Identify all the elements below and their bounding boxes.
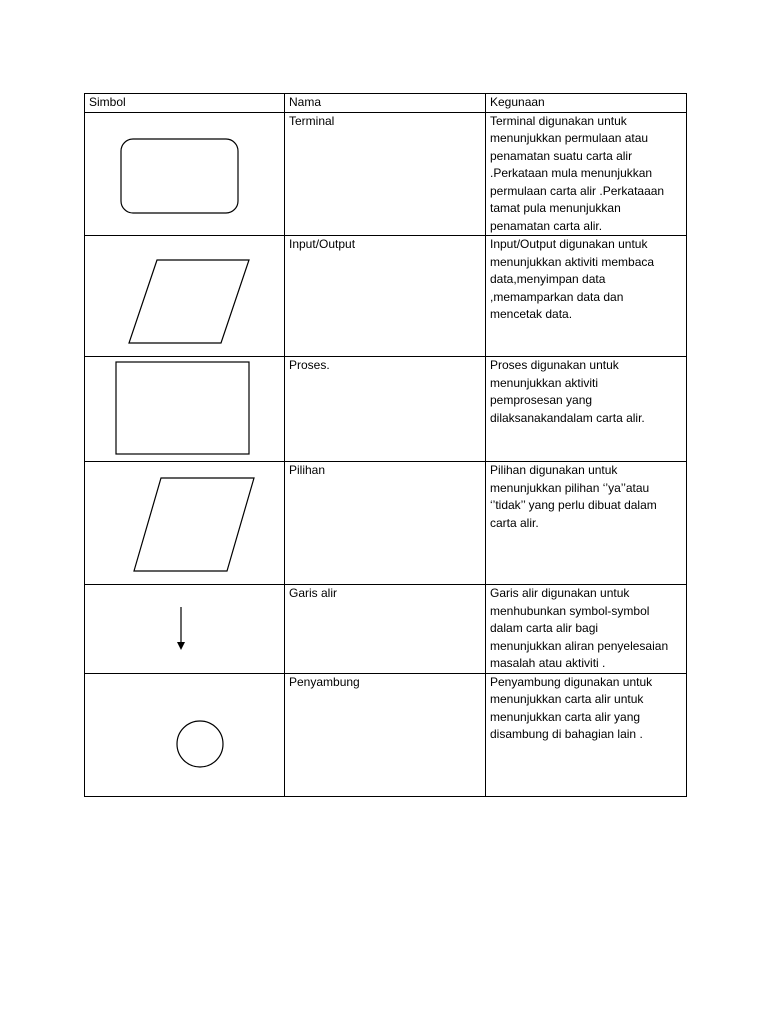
parallelogram-icon — [85, 236, 285, 357]
name-cell: Input/Output — [285, 236, 486, 357]
symbol-cell — [85, 673, 285, 796]
header-simbol: Simbol — [85, 94, 285, 113]
flowchart-symbol-table — [84, 93, 687, 797]
rectangle-icon — [85, 357, 285, 462]
table-row — [85, 585, 687, 674]
table-row — [85, 236, 687, 357]
usage-cell: Input/Output digunakan untuk menunjukkan aktiviti membaca data,menyimpan data ,memamparkan data dan mencetak data. — [486, 236, 687, 357]
symbol-cell — [85, 357, 285, 462]
header-kegunaan: Kegunaan — [486, 94, 687, 113]
table-row — [85, 357, 687, 462]
arrow-down-icon — [85, 585, 285, 672]
symbol-cell — [85, 462, 285, 585]
name-cell: Proses. — [285, 357, 486, 462]
name-cell: Pilihan — [285, 462, 486, 585]
usage-cell: Terminal digunakan untuk menunjukkan permulaan atau penamatan suatu carta alir .Perkataan mula menunjukkan permulaan carta alir .Perkataaan tamat pula menunjukkan penamatan carta alir. — [486, 112, 687, 236]
table-row — [85, 112, 687, 236]
symbol-cell — [85, 112, 285, 236]
name-cell: Garis alir — [285, 585, 486, 674]
circle-icon — [85, 674, 285, 797]
header-nama: Nama — [285, 94, 486, 113]
name-cell: Penyambung — [285, 673, 486, 796]
name-cell: Terminal — [285, 112, 486, 236]
usage-cell: Penyambung digunakan untuk menunjukkan carta alir untuk menunjukkan carta alir yang disambung di bahagian lain . — [486, 673, 687, 796]
table-row — [85, 462, 687, 585]
usage-cell: Garis alir digunakan untuk menhubunkan symbol-symbol dalam carta alir bagi menunjukkan aliran penyelesaian masalah atau aktiviti . — [486, 585, 687, 674]
table-row — [85, 673, 687, 796]
table-header-row — [85, 94, 687, 113]
rounded-rectangle-icon — [85, 113, 285, 235]
symbol-cell — [85, 236, 285, 357]
parallelogram-icon — [85, 462, 285, 585]
usage-cell: Pilihan digunakan untuk menunjukkan pilihan ‘’ya’’atau ‘’tidak’’ yang perlu dibuat dalam carta alir. — [486, 462, 687, 585]
usage-cell: Proses digunakan untuk menunjukkan aktiviti pemprosesan yang dilaksanakandalam carta alir. — [486, 357, 687, 462]
symbol-cell — [85, 585, 285, 674]
